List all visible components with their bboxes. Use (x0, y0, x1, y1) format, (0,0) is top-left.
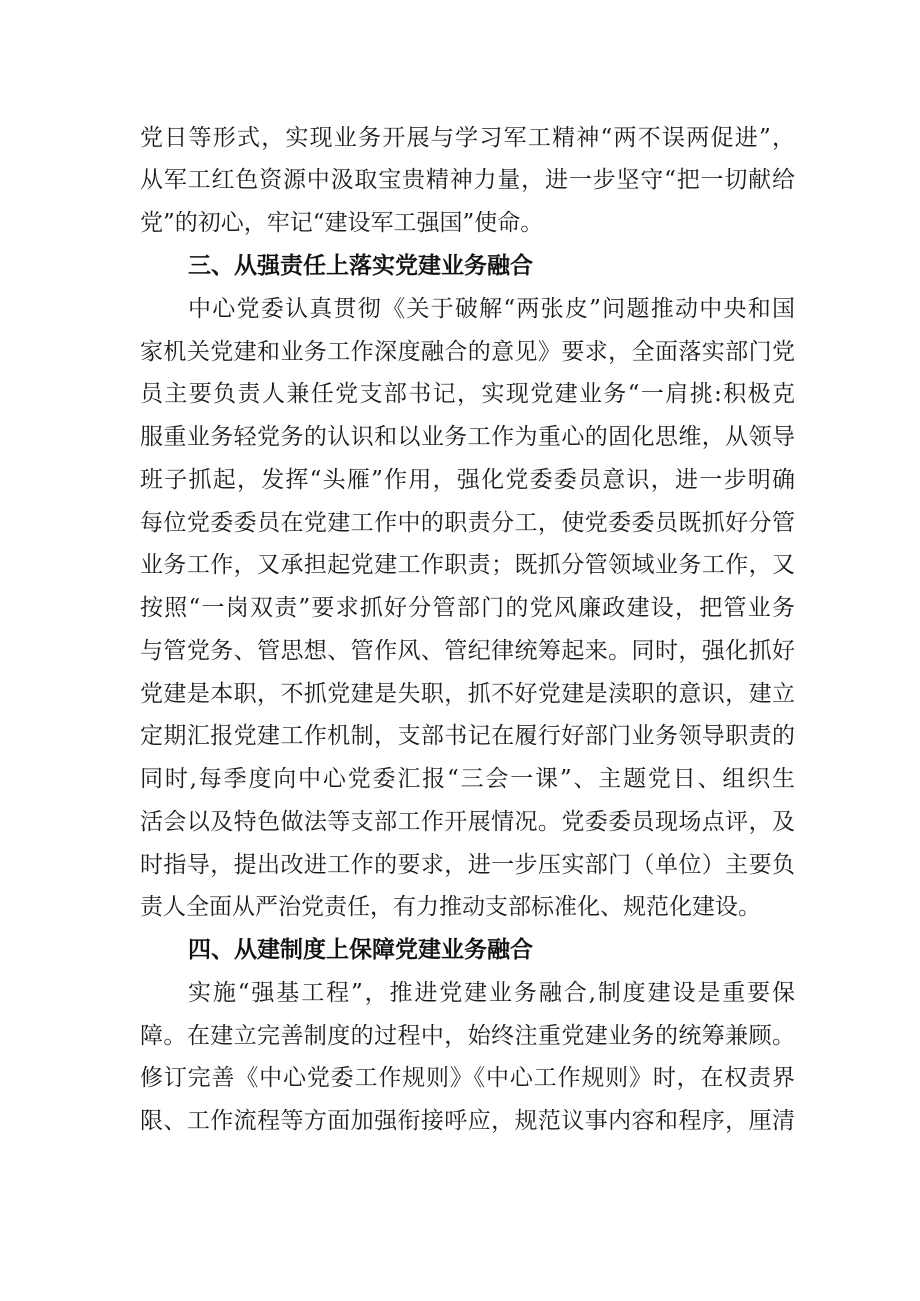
paragraph-line: 按照“一岗双责”要求抓好分管部门的党风廉政建设，把管业务 (140, 595, 795, 621)
section-heading-3: 三、从强责任上落实党建业务融合 (188, 253, 533, 279)
paragraph-line: 员主要负责人兼任党支部书记，实现党建业务“一肩挑:积极克 (140, 381, 795, 407)
paragraph-line: 责人全面从严治党责任，有力推动支部标准化、规范化建设。 (140, 894, 761, 920)
paragraph-line: 与管党务、管思想、管作风、管纪律统筹起来。同时，强化抓好 (140, 638, 795, 664)
paragraph-line: 家机关党建和业务工作深度融合的意见》要求，全面落实部门党 (140, 339, 795, 365)
paragraph-line: 党日等形式，实现业务开展与学习军工精神“两不误两促进”， (140, 125, 795, 151)
paragraph-line: 每位党委委员在党建工作中的职责分工，使党委委员既抓好分管 (140, 510, 795, 536)
paragraph-line: 定期汇报党建工作机制，支部书记在履行好部门业务领导职责的 (140, 723, 795, 749)
paragraph-line: 中心党委认真贯彻《关于破解“两张皮”问题推动中央和国 (188, 296, 795, 322)
paragraph-line: 修订完善《中心党委工作规则》《中心工作规则》时，在权责界 (140, 1065, 795, 1091)
paragraph-line: 党”的初心，牢记“建设军工强国”使命。 (140, 210, 544, 236)
paragraph-line: 班子抓起，发挥“头雁”作用，强化党委委员意识，进一步明确 (140, 467, 795, 493)
paragraph-line: 业务工作，又承担起党建工作职责；既抓分管领域业务工作，又 (140, 552, 795, 578)
paragraph-line: 从军工红色资源中汲取宝贵精神力量，进一步坚守“把一切献给 (140, 167, 795, 193)
paragraph-line: 障。在建立完善制度的过程中，始终注重党建业务的统筹兼顾。 (140, 1023, 795, 1049)
paragraph-line: 时指导，提出改进工作的要求，进一步压实部门（单位）主要负 (140, 852, 795, 878)
paragraph-line: 活会以及特色做法等支部工作开展情况。党委委员现场点评，及 (140, 809, 795, 835)
paragraph-line: 党建是本职，不抓党建是失职，抓不好党建是渎职的意识，建立 (140, 681, 795, 707)
paragraph-line: 服重业务轻党务的认识和以业务工作为重心的固化思维，从领导 (140, 424, 795, 450)
paragraph-line: 实施“强基工程”，推进党建业务融合,制度建设是重要保 (188, 980, 795, 1006)
section-heading-4: 四、从建制度上保障党建业务融合 (188, 937, 533, 963)
paragraph-line: 同时,每季度向中心党委汇报“三会一课”、主题党日、组织生 (140, 766, 795, 792)
paragraph-line: 限、工作流程等方面加强衔接呼应，规范议事内容和程序，厘清 (140, 1108, 795, 1134)
